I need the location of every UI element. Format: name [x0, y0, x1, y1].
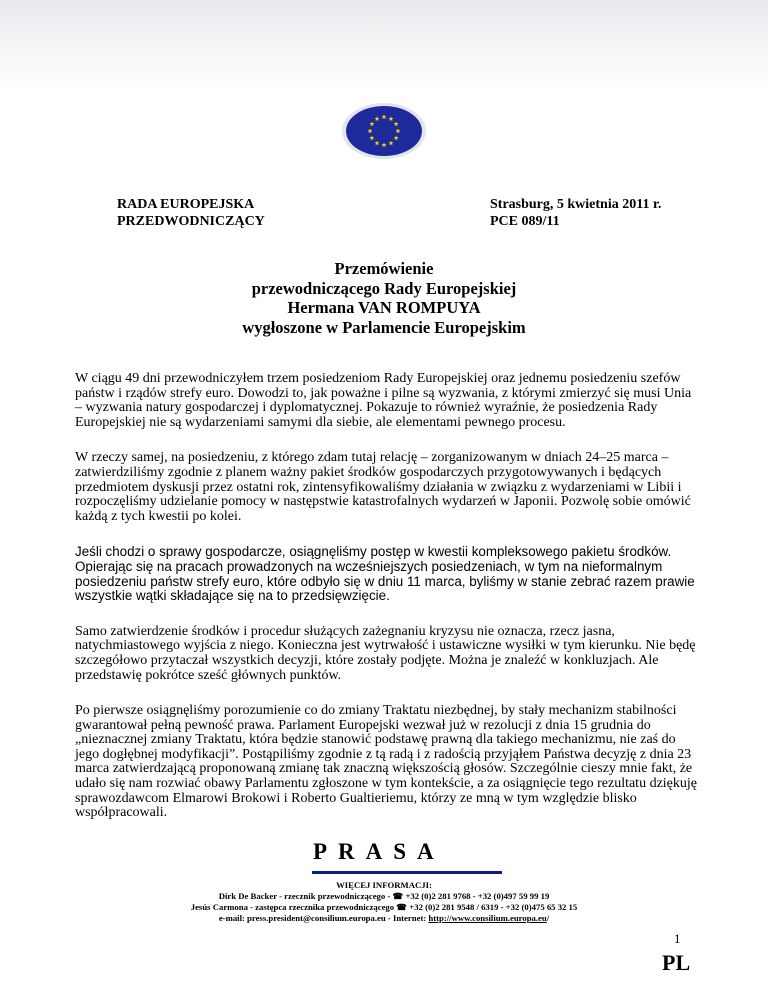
- contact-info: [0, 880, 768, 924]
- eu-stars-emblem-icon: [341, 101, 427, 161]
- institution-name: RADA EUROPEJSKA: [117, 197, 255, 212]
- document-title: [0, 259, 768, 337]
- contact-deputy-spokesperson: Jesús Carmona - zastępca rzecznika przewodniczącego ☎ +32 (0)2 281 9548 / 6319 - +32 (0)475 65 32 15: [190, 902, 578, 912]
- paragraph-5: Po pierwsze osiągnęliśmy porozumienie co do zmiany Traktatu niezbędnej, by stały mechanizm stabilności gwarantował pełną pewność prawa. Parlament Europejski wezwał już w rezolucji z dnia 15 grudnia do „nieznacznej zmiany Traktatu, która będzie stanowić podstawę prawną dla takiego mechanizmu, nie zaś do jego dogłębnej modyfikacji”. Postąpiliśmy zgodnie z tą radą i z radością przyjąłem Państwa decyzję z dnia 23 marca zatwierdzającą proponowaną zmianę tak znaczną większością głosów. Szczególnie cieszy mnie fakt, że udało się nam rozwiać obawy Parlamentu zgłoszone w tym kontekście, a za osiągnięcie tego rezultatu dziękuję sprawozdawcom Elmarowi Brokowi i Roberto Gualtieriemu, którzy ze mną w tym względzie blisko współpracowali.: [75, 703, 697, 821]
- paragraph-2: W rzeczy samej, na posiedzeniu, z którego zdam tutaj relację – zorganizowanym w dniach 24–25 marca – zatwierdziliśmy zgodnie z planem ważny pakiet środków gospodarczych przygotowywanych i będących przedmiotem dyskusji przez ostatni rok, zintensyfikowaliśmy działania w związku z wydarzeniami w Libii i rozpoczęliśmy udzielanie pomocy w następstwie katastrofalnych wydarzeń w Japonii. Pozwolę sobie omówić każdą z tych kwestii po kolei.: [75, 450, 691, 524]
- website-link[interactable]: http://www.consilium.europa.eu: [428, 913, 547, 923]
- top-gradient-band: [0, 0, 768, 92]
- header-place-date: [490, 196, 661, 230]
- press-label: PRASA: [313, 839, 445, 864]
- website-suffix: /: [546, 913, 550, 923]
- title-line-1: Przemówienie: [334, 259, 434, 278]
- contact-email: e-mail: press.president@consilium.europa.eu - Internet:: [218, 913, 429, 923]
- contact-email-web: [0, 913, 768, 924]
- paragraph-3: Jeśli chodzi o sprawy gospodarcze, osiągnęliśmy postęp w kwestii kompleksowego pakietu środków. Opierając się na pracach prowadzonych na wcześniejszych posiedzeniach, w tym na nieformalnym posiedzeniu państw strefy euro, które odbyło się w dniu 11 marca, byliśmy w stanie zebrać razem prawie wszystkie wątki składające się na to przedsięwzięcie.: [75, 544, 695, 604]
- page-number: 1: [674, 931, 681, 946]
- press-underline: [312, 871, 502, 874]
- header-institution: [117, 196, 265, 230]
- place-date: Strasburg, 5 kwietnia 2011 r.: [490, 197, 662, 212]
- paragraph-4: Samo zatwierdzenie środków i procedur służących zażegnaniu kryzysu nie oznacza, rzecz jasna, natychmiastowego wyjścia z niego. Konieczna jest wytrwałość i ustawiczne wysiłki w tym kierunku. Nie będę szczegółowo przytaczał wszystkich decyzji, które zostały podjęte. Można je znaleźć w konkluzjach. Ale przedstawię pokrótce sześć głównych punktów.: [75, 623, 696, 683]
- speech-body: [75, 372, 700, 842]
- title-line-3: Hermana VAN ROMPUYA: [287, 298, 481, 317]
- title-line-2: przewodniczącego Rady Europejskiej: [251, 278, 517, 298]
- paragraph-1: W ciągu 49 dni przewodniczyłem trzem posiedzeniom Rady Europejskiej oraz jednemu posiedzeniu szefów państw i rządów strefy euro. Dowodzi to, jak poważne i pilne są wyzwania, z którymi zmierzyć się musi Unia – wyzwania natury gospodarczej i dyplomatycznej. Pokazuje to również wyraźnie, że posiedzenia Rady Europejskiej nie są wydarzeniami samymi dla siebie, ale elementami pewnego procesu.: [75, 371, 692, 430]
- document-reference: PCE 089/11: [490, 214, 560, 229]
- contact-spokesperson: Dirk De Backer - rzecznik przewodniczącego - ☎ +32 (0)2 281 9768 - +32 (0)497 59 99 19: [218, 891, 550, 901]
- contact-heading: WIĘCEJ INFORMACJI:: [336, 880, 432, 890]
- language-code: PL: [662, 950, 691, 975]
- title-line-4: wygłoszone w Parlamencie Europejskim: [242, 317, 526, 337]
- institution-role: PRZEDWODNICZĄCY: [117, 214, 265, 229]
